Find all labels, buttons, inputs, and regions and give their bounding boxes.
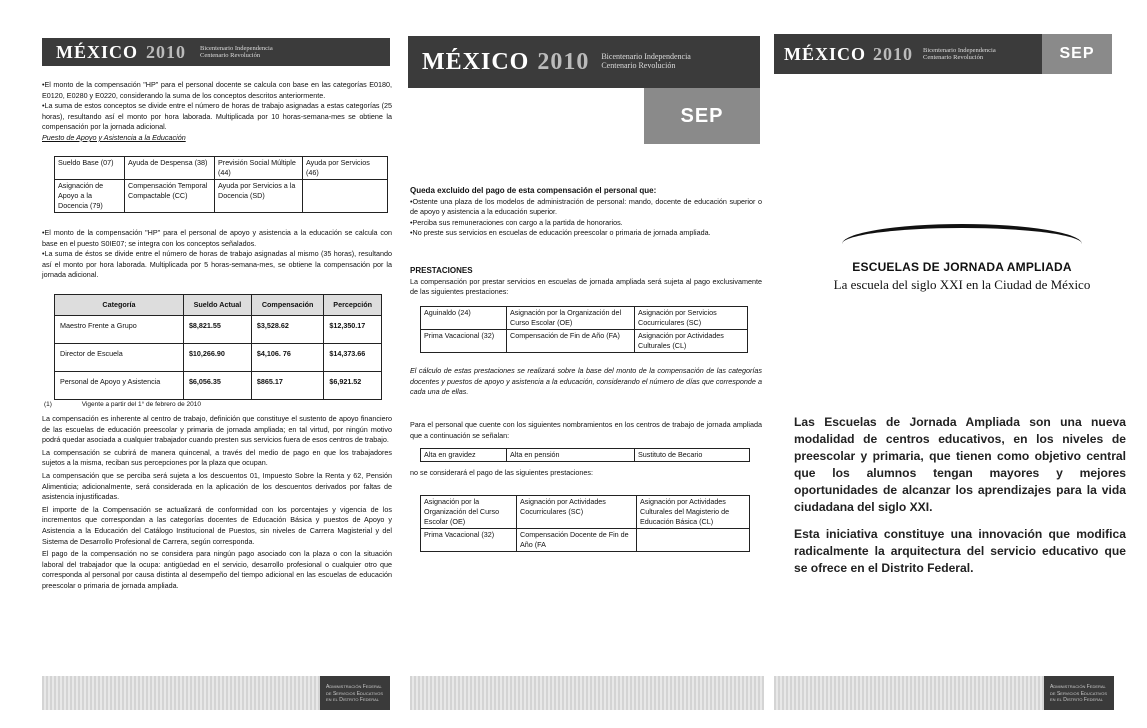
table-row bbox=[421, 496, 750, 529]
footer-pattern bbox=[410, 676, 764, 710]
sep-logo: SEP bbox=[644, 88, 760, 144]
bullet-item: •No preste sus servicios en escuelas de educación preescolar o primaria de jornada ampliada. bbox=[410, 228, 711, 238]
table-cell: Asignación por Servicios Cocurriculares (SC) bbox=[635, 307, 748, 330]
table-cell: Director de Escuela bbox=[55, 344, 184, 372]
table-cell: $8,821.55 bbox=[183, 316, 251, 344]
year-logo-text: 2010 bbox=[873, 43, 913, 64]
paragraph: La compensación por prestar servicios en escuelas de jornada ampliada será sujeta al pago exclusivamente de las siguientes prestaciones: bbox=[410, 276, 762, 297]
table-cell: $10,266.90 bbox=[183, 344, 251, 372]
bullet-suma-apoyo: •La suma de éstos se divide entre el número de horas de trabajo asignadas al mismo (35 horas), resultando así el monto por hora laborada. Multiplicada por 5 horas-semana-mes, se obtiene la compensación por la jornada adicional. bbox=[42, 249, 392, 280]
paragraph: Las Escuelas de Jornada Ampliada son una nueva modalidad de centros educativos, en los niveles de preescolar y primaria, que tienen como objetivo central que los alumnos tengan mayores y mejores oportunidades de alcanzar los aprendizajes para la vida ciudadana del siglo XXI. bbox=[794, 415, 1126, 514]
bullet-hp-docente: •El monto de la compensación "HP" para el personal docente se calcula con base en las categorías E0180, E0120, E0280 y E0220, considerando la suma de los conceptos descritos anteriormente. bbox=[42, 80, 392, 100]
vigencia-note bbox=[44, 400, 384, 411]
col2-prestaciones bbox=[410, 266, 762, 298]
panel-center bbox=[400, 0, 770, 728]
year-logo-text: 2010 bbox=[146, 41, 186, 62]
table-cell: Previsión Social Múltiple (44) bbox=[215, 157, 303, 180]
table-row bbox=[55, 180, 388, 213]
table-cell: Alta en gravidez bbox=[421, 449, 507, 462]
brochure-title: ESCUELAS DE JORNADA AMPLIADA bbox=[852, 260, 1072, 274]
col2-exclusion bbox=[410, 186, 762, 239]
table-cell: Compensación Docente de Fin de Año (FA bbox=[517, 529, 637, 552]
bicentenario-text: Bicentenario Independencia Centenario Revolución bbox=[601, 52, 691, 70]
brochure-subtitle: La escuela del siglo XXI en la Ciudad de México bbox=[833, 277, 1091, 292]
col1-apoyo bbox=[42, 228, 392, 281]
header-banner bbox=[42, 38, 390, 66]
table-cell: Asignación por la Organización del Curso Escolar (OE) bbox=[507, 307, 635, 330]
nombramientos-table bbox=[420, 448, 750, 462]
table-cell bbox=[303, 180, 388, 213]
table-row bbox=[421, 449, 750, 462]
excluidas-table bbox=[420, 495, 750, 552]
table-cell: Ayuda por Servicios a la Docencia (SD) bbox=[215, 180, 303, 213]
table-cell: $6,056.35 bbox=[183, 372, 251, 400]
column-header: Percepción bbox=[324, 295, 382, 316]
table-row bbox=[55, 372, 382, 400]
mexico-logo-text: MÉXICO bbox=[56, 41, 138, 62]
conceptos-table bbox=[54, 156, 388, 213]
header-banner bbox=[408, 36, 760, 88]
table-cell: Prima Vacacional (32) bbox=[421, 529, 517, 552]
table-row bbox=[55, 316, 382, 344]
table-cell: $4,106. 76 bbox=[251, 344, 323, 372]
bullet-suma-conceptos: •La suma de estos conceptos se divide entre el número de horas de trabajo asignadas a estas categorías (25 horas), resultando así el monto por hora laborada. Multiplicada por 10 horas-semana-mes se obtiene la compensación por la jornada adicional. bbox=[42, 101, 392, 132]
bullet-hp-apoyo: •El monto de la compensación "HP" para el personal de apoyo y asistencia a la educación se calcula con base en el puesto S0IE07; se integra con los conceptos señalados. bbox=[42, 228, 392, 248]
table-cell: Prima Vacacional (32) bbox=[421, 330, 507, 353]
table-cell: Asignación por Actividades Cocurriculares (SC) bbox=[517, 496, 637, 529]
puesto-heading: Puesto de Apoyo y Asistencia a la Educación bbox=[42, 132, 186, 142]
table-cell: Asignación por Actividades Culturales del Magisterio de Educación Básica (CL) bbox=[637, 496, 750, 529]
table-cell: $14,373.66 bbox=[324, 344, 382, 372]
table-row bbox=[421, 529, 750, 552]
paragraph: La compensación es inherente al centro de trabajo, definición que constituye el sustento de apoyo financiero de las escuelas de educación preescolar y primaria de jornada ampliada; en tal virtud, por ningún motivo podrá quedar asociada a cualquier trabajador cuando presten sus servicios fuera de esos centros de trabajo. bbox=[42, 414, 392, 445]
note-number: (1) bbox=[44, 401, 52, 408]
panel-left bbox=[0, 0, 400, 728]
footer-admin-label: Administración Federal de Servicios Educativos en el Distrito Federal bbox=[320, 676, 390, 710]
table-row bbox=[421, 307, 748, 330]
nombramientos-text: Para el personal que cuente con los siguientes nombramientos en los centros de trabajo de jornada ampliada que a continuación se señalan: bbox=[410, 420, 762, 440]
prestaciones-title: PRESTACIONES bbox=[410, 266, 473, 275]
arc-decoration bbox=[842, 224, 1082, 264]
no-considera-text: no se considerará el pago de las siguientes prestaciones: bbox=[410, 468, 593, 477]
prestaciones-table bbox=[420, 306, 748, 353]
table-cell: Ayuda por Servicios (46) bbox=[303, 157, 388, 180]
table-cell: $6,921.52 bbox=[324, 372, 382, 400]
table-cell: $865.17 bbox=[251, 372, 323, 400]
col3-body bbox=[794, 414, 1126, 587]
column-header: Compensación bbox=[251, 295, 323, 316]
table-cell bbox=[637, 529, 750, 552]
table-cell: Asignación por Actividades Culturales (CL) bbox=[635, 330, 748, 353]
table-cell: Aguinaldo (24) bbox=[421, 307, 507, 330]
column-header: Categoría bbox=[55, 295, 184, 316]
calculo-note: El cálculo de estas prestaciones se realizará sobre la base del monto de la compensación de las categorías docentes y puestos de apoyo y asistencia a la educación, considerando el número de días que corresponde a cada una de ellas. bbox=[410, 366, 762, 397]
bullet-item: •Ostente una plaza de los modelos de administración de personal: mando, docente de educación superior o de apoyo y asistencia a la educación superior. bbox=[410, 196, 762, 217]
paragraph: Esta iniciativa constituye una innovación que modifica radicalmente la arquitectura del servicio educativo que se ofrece en el Distrito Federal. bbox=[794, 527, 1126, 575]
table-cell: Compensación Temporal Compactable (CC) bbox=[125, 180, 215, 213]
table-cell: Sustituto de Becario bbox=[635, 449, 750, 462]
footer-admin-label: Administración Federal de Servicios Educativos en el Distrito Federal bbox=[1044, 676, 1114, 710]
col1-body bbox=[42, 414, 392, 592]
year-logo-text: 2010 bbox=[537, 48, 590, 75]
table-row bbox=[55, 157, 388, 180]
table-cell: Ayuda de Despensa (38) bbox=[125, 157, 215, 180]
table-cell: $12,350.17 bbox=[324, 316, 382, 344]
table-cell: Compensación de Fin de Año (FA) bbox=[507, 330, 635, 353]
column-header: Sueldo Actual bbox=[183, 295, 251, 316]
bicentenario-text: Bicentenario Independencia Centenario Revolución bbox=[200, 44, 273, 59]
table-cell: Alta en pensión bbox=[507, 449, 635, 462]
mexico-logo-text: MÉXICO bbox=[422, 48, 530, 75]
note-text: Vigente a partir del 1° de febrero de 2010 bbox=[81, 401, 201, 408]
paragraph: El pago de la compensación no se considera para ningún pago asociado con la plaza o con la situación laboral del trabajador que la ocupa: antigüedad en el servicio, desarrollo profesional o cualquier otro que corresponda al personal por causa distinta al desempeño del tiempo adicional en las escuelas de educación preescolar o primaria de jornada ampliada. bbox=[42, 549, 392, 590]
table-row bbox=[421, 330, 748, 353]
footer-pattern bbox=[42, 676, 320, 710]
table-cell: Personal de Apoyo y Asistencia bbox=[55, 372, 184, 400]
panel-right bbox=[770, 0, 1147, 728]
table-cell: Asignación por la Organización del Curso Escolar (OE) bbox=[421, 496, 517, 529]
table-cell: Maestro Frente a Grupo bbox=[55, 316, 184, 344]
table-header-row bbox=[55, 295, 382, 316]
table-cell: Asignación de Apoyo a la Docencia (79) bbox=[55, 180, 125, 213]
table-cell: Sueldo Base (07) bbox=[55, 157, 125, 180]
sep-logo: SEP bbox=[1042, 34, 1112, 74]
categoria-table bbox=[54, 294, 382, 400]
paragraph: La compensación se cubrirá de manera quincenal, a través del medio de pago en que los trabajadores sujetos a la misma, reciban sus percepciones por la plaza que ocupan. bbox=[42, 447, 392, 468]
col1-intro bbox=[42, 80, 392, 144]
table-row bbox=[55, 344, 382, 372]
bullet-item: •Perciba sus remuneraciones con cargo a la partida de honorarios. bbox=[410, 217, 623, 227]
paragraph: El importe de la Compensación se actualizará de conformidad con los porcentajes y vigencia de los incrementos que correspondan a las categorías docentes de Educación Básica y puestos de Apoyo y Asistencia a la Educación del Catálogo Institucional de Puestos, sin niveles de Carrera Magisterial y del Sistema de Desarrollo Profesional de Carrera, según corresponda. bbox=[42, 504, 392, 546]
mexico-logo-text: MÉXICO bbox=[784, 43, 866, 64]
table-cell: $3,528.62 bbox=[251, 316, 323, 344]
header-banner bbox=[774, 34, 1042, 74]
paragraph: La compensación que se perciba será sujeta a los descuentos 01, Impuesto Sobre la Renta y 62, Pensión Alimenticia; adicionalmente, será considerada en la aplicación de los descuentos derivados por faltas de asistencia injustificadas. bbox=[42, 470, 392, 502]
footer-pattern bbox=[774, 676, 1044, 710]
exclusion-title: Queda excluido del pago de esta compensación el personal que: bbox=[410, 186, 657, 195]
bicentenario-text: Bicentenario Independencia Centenario Revolución bbox=[923, 46, 996, 61]
